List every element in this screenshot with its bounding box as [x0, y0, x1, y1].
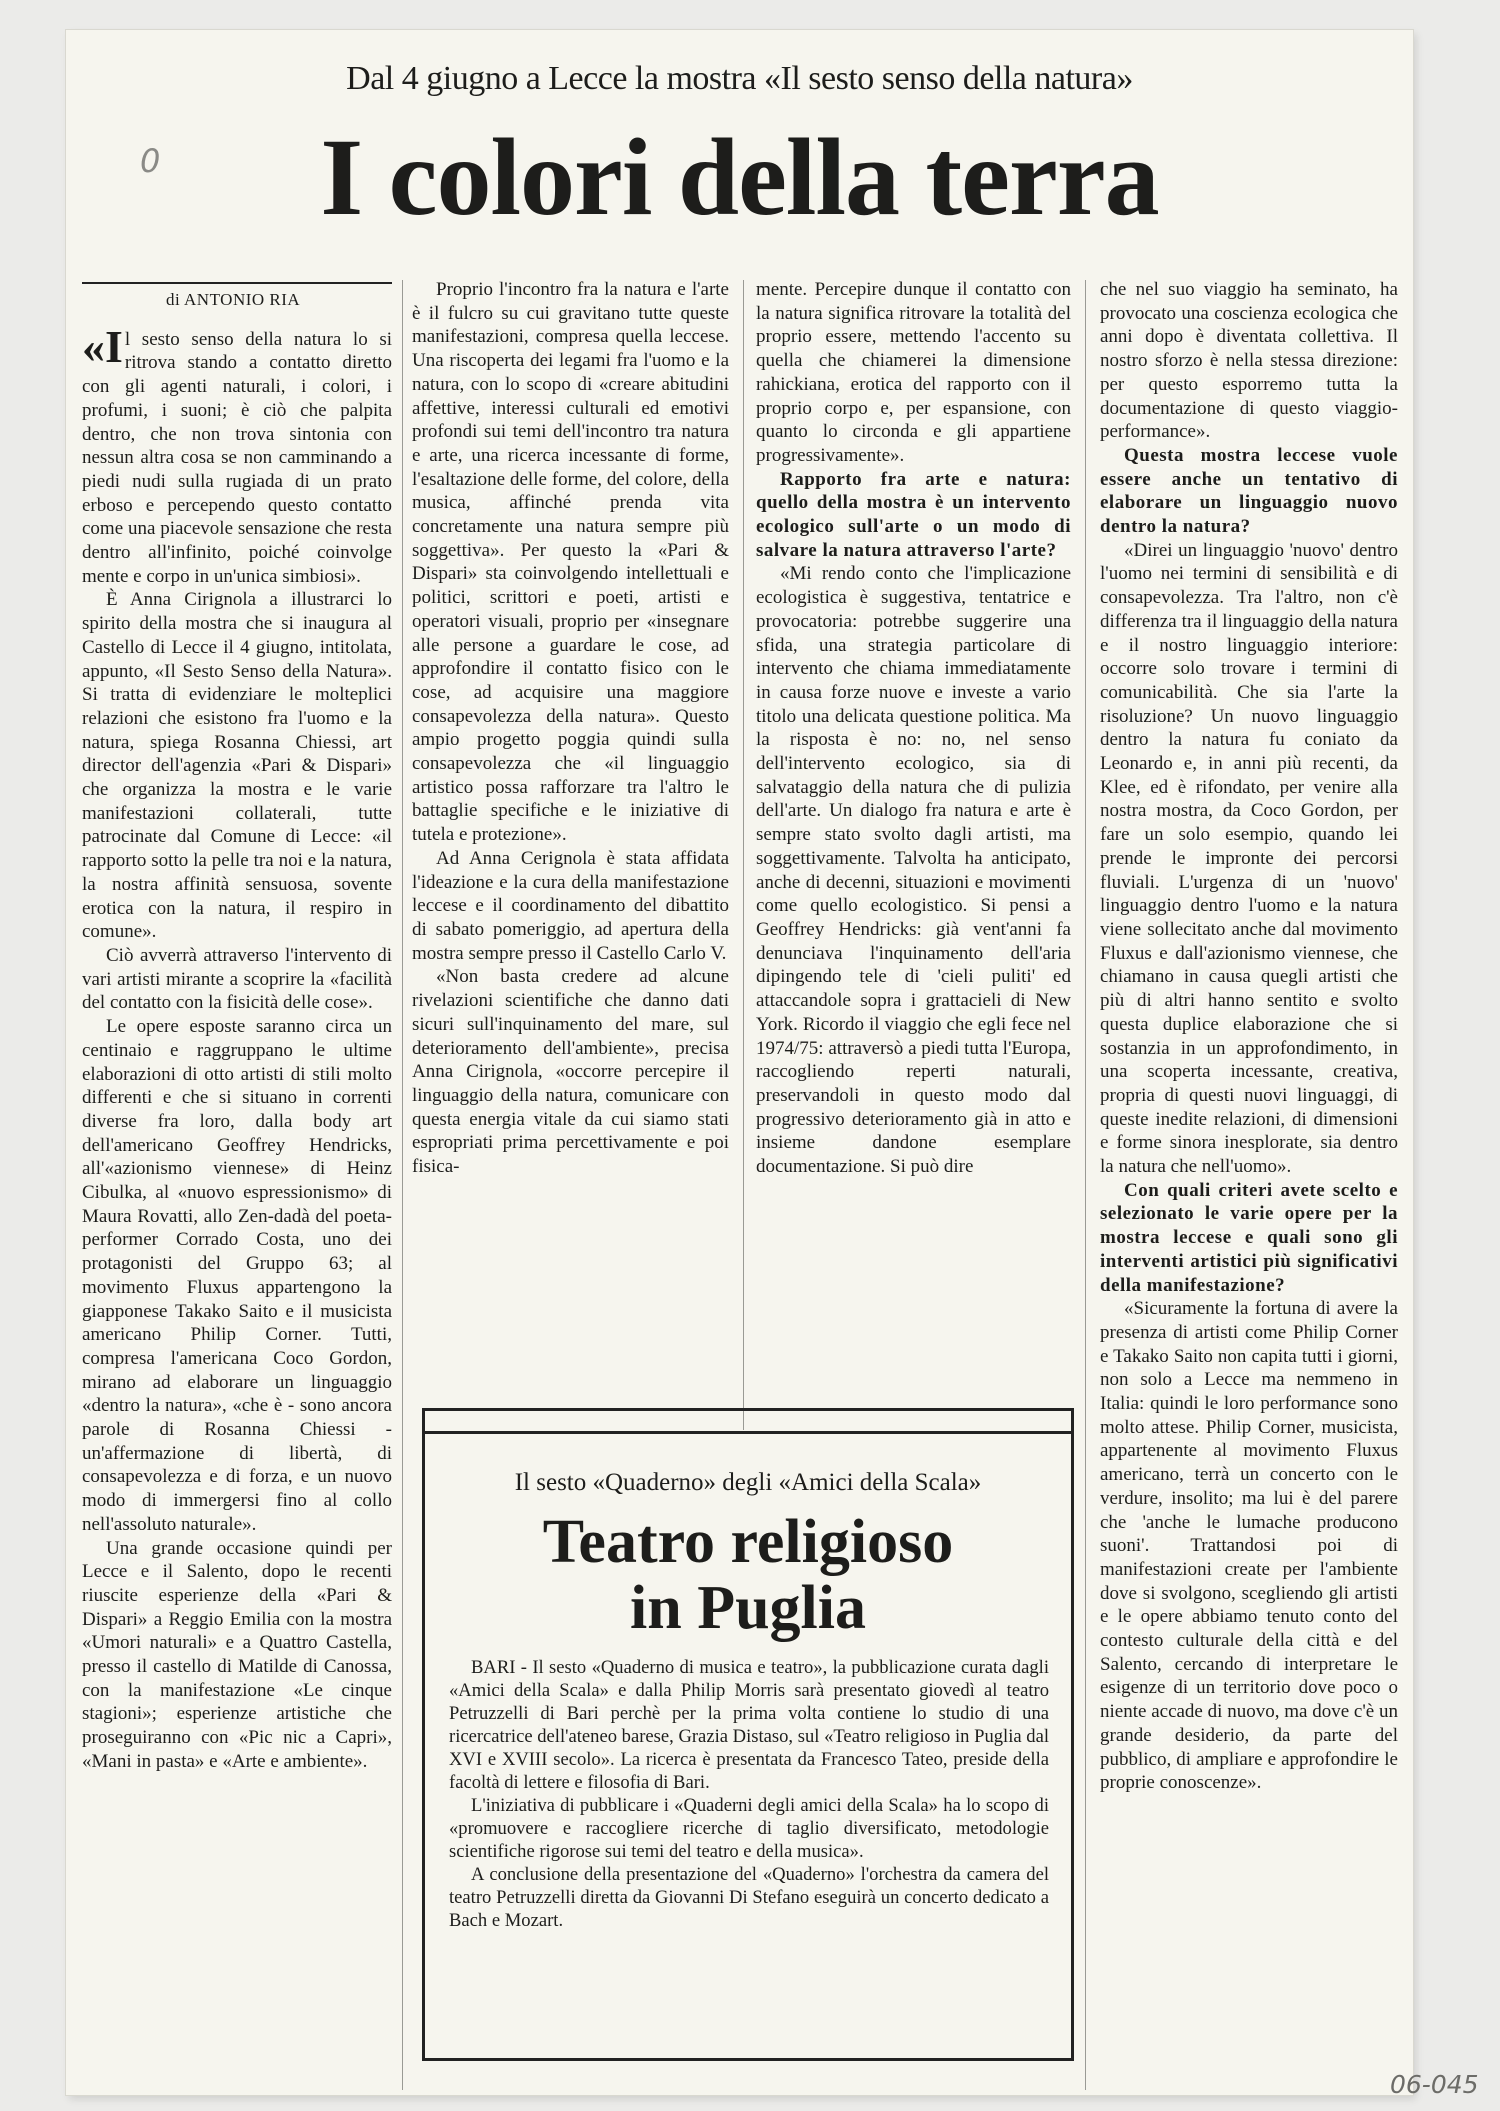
paragraph: «Il sesto senso della natura lo si ritrova stando a contatto diretto con gli agenti naturali, i colori, i profumi, i suoni; è ciò che palpita dentro, che non trova sintonia con nessun altra cosa se non camminando a piedi nudi sulla rugiada di un prato erboso e percependo questo contatto come una piacevole sensazione che resta dentro all'infinito, poiché coinvolge mente e corpo in un'unica simbiosi». [82, 320, 392, 587]
sidebar-title-line-1: Teatro religioso [542, 1508, 954, 1576]
article-headline: I colori della terra [320, 116, 1159, 238]
sidebar-title-line-2: in Puglia [629, 1574, 866, 1642]
article-column-2 [412, 278, 729, 1179]
paragraph: mente. Percepire dunque il contatto con la natura significa ritrovare la totalità del proprio essere, mettendo l'accento su quella che chiamerei la dimensione rahickiana, erotica del rapporto con il proprio corpo e, per espansione, con quanto lo circonda e gli appartiene progressivamente». [756, 279, 1071, 466]
sidebar-body [449, 1656, 1049, 1932]
article-column-4 [1100, 278, 1398, 1795]
pencil-mark: 0 [140, 142, 161, 180]
paragraph: Ad Anna Cerignola è stata affidata l'ideazione e la cura della manifestazione leccese e il coordinamento del dibattito di sabato pomeriggio, ad apertura della mostra sempre presso il Castello Carlo V. [412, 847, 729, 964]
paragraph: È Anna Cirignola a illustrarci lo spirito della mostra che si inaugura al Castello di Lecce il 4 giugno, intitolata, appunto, «Il Sesto Senso della Natura». Si tratta di evidenziare le molteplici relazioni che esistono fra l'uomo e la natura, spiega Rosanna Chiessi, art director dell'agenzia «Pari & Dispari» che organizza la mostra e le varie manifestazioni collaterali, tutte patrocinate dal Comune di Lecce: «il rapporto sotto la pelle tra noi e la natura, la nostra affinità sensuosa, sovente erotica con la natura, il respiro in comune». [82, 589, 392, 943]
sidebar-kicker: Il sesto «Quaderno» degli «Amici della Scala» [514, 1469, 982, 1496]
paragraph: BARI - Il sesto «Quaderno di musica e teatro», la pubblicazione curata dagli «Amici della Scala» e dalla Philip Morris sarà presentato giovedì al teatro Petruzzelli di Bari perchè per la prima volta contiene lo studio di una ricercatrice dell'ateneo barese, Grazia Distaso, sul «Teatro religioso in Puglia dal XVI e XVIII secolo». La ricerca è presentata da Francesco Tateo, preside della facoltà di lettere e filosofia di Bari. [449, 1657, 1049, 1793]
article-column-1 [82, 288, 392, 1774]
interview-question: Rapporto fra arte e natura: quello della mostra è un intervento ecologico sull'arte o un modo di salvare la natura attraverso l'arte? [756, 468, 1071, 561]
paragraph: Proprio l'incontro fra la natura e l'arte è il fulcro su cui gravitano tutte queste manifestazioni, compresa quella leccese. Una riscoperta dei legami fra l'uomo e la natura, con lo scopo di «creare abitudini affettive, interessi culturali ed emotivi profondi sui temi dell'incontro tra natura e arte, una ricerca incessante di forme, l'esaltazione delle forme, del colore, della musica, affinché prenda vita concretamente una natura sempre più soggettiva». Per questo la «Pari & Dispari» sta coinvolgendo intellettuali e politici, scrittori e poeti, artisti e operatori visuali, proprio per «insegnare alle persone a guardare le cose, ad approfondire il contatto fisico con le cose, ad acquisire una maggiore consapevolezza della natura». Questo ampio progetto poggia quindi sulla consapevolezza che «il linguaggio artistico possa rafforzare tra l'altro le battaglie specifiche e le iniziative di tutela e protezione». [412, 279, 729, 846]
archive-reference: 06-045 [1390, 2070, 1479, 2099]
paragraph: «Direi un linguaggio 'nuovo' dentro l'uomo nei termini di sensibilità e di consapevolezza. Tra l'altro, non c'è differenza tra il linguaggio della natura e il nostro linguaggio interiore: occorre solo trovare i termini di comunicabilità. Che sia l'arte la risoluzione? Un nuovo linguaggio dentro la natura fu coniato da Leonardo e, in anni più recenti, da Klee, ed è rifondato, per venire alla nostra mostra, da Coco Gordon, per fare un solo esempio, quando lei prende le impronte dei percorsi fluviali. L'urgenza di un 'nuovo' linguaggio dentro l'uomo e la natura viene sollecitato anche dal movimento Fluxus e dall'azionismo viennese, che chiamano in causa quegli artisti che più di altri hanno sentito e svolto questa duplice elaborazione che si sostanzia in un approfondimento, in una scoperta incessante, creativa, propria di questi nuovi linguaggi, di queste inedite relazioni, di dimensioni e forme sinora inesplorate, sia dentro la natura che nell'uomo». [1100, 539, 1398, 1178]
paragraph: «Mi rendo conto che l'implicazione ecologistica è suggestiva, tentatrice e provocatoria: potrebbe suggerire una sfida, una strategia particolare di intervento che chiama immediatamente in causa forze nuove e investe a vario titolo una delicata questione politica. Ma la risposta è no: no, nel senso dell'intervento ecologico, sia di salvataggio della natura che di pulizia dell'arte. Un dialogo fra natura e arte è sempre stato svolto dagli artisti, ma soggettivamente. Talvolta ha anticipato, anche di decenni, situazioni e movimenti come quello ecologistico. Si pensi a Geoffrey Hendricks: già vent'anni fa denunciava l'inquinamento dell'aria dipingendo tele di 'cieli puliti' ed attaccandole sopra i grattacieli di New York. Ricordo il viaggio che egli fece nel 1974/75: attraversò a piedi tutta l'Europa, raccogliendo reperti naturali, preservandoli in questo modo dal progressivo deterioramento già in atto e insieme dandone esemplare documentazione. Si può dire [756, 563, 1071, 1178]
sidebar-title [425, 1509, 1071, 1641]
article-column-3 [756, 278, 1071, 1179]
paragraph: che nel suo viaggio ha seminato, ha provocato una coscienza ecologica che anni dopo è diventata collettiva. Il nostro sforzo è nella stessa direzione: per questo esporremo tutta la documentazione di questo viaggio-performance». [1100, 279, 1398, 443]
paragraph: L'iniziativa di pubblicare i «Quaderni degli amici della Scala» ha lo scopo di «promuovere e raccogliere ricerche di taglio diversificato, metodologie scientifiche rigorose sui temi del teatro e della musica». [449, 1795, 1049, 1862]
paragraph: «Sicuramente la fortuna di avere la presenza di artisti come Philip Corner e Takako Saito non capita tutti i giorni, non solo a Lecce ma nemmeno in Italia: quindi le loro performance sono molto attese. Philip Corner, musicista, appartenente al movimento Fluxus americano, terrà un concerto con le verdure, insolito; ma lui è del parere che 'anche le lumache producono suoni'. Trattandosi poi di manifestazioni create per l'ambiente dove si svolgono, scegliendo gli artisti e le opere abbiamo tenuto conto del contesto culturale della città e del Salento, cercando di interpretare le esigenze di un territorio dove poco o niente accade di nuovo, ma dove c'è un grande desiderio, da parte del pubblico, di ampliare e approfondire le proprie conoscenze». [1100, 1298, 1398, 1794]
drop-cap: «I [82, 320, 123, 372]
column-divider [1085, 280, 1086, 2090]
sidebar-box [422, 1408, 1074, 2061]
column-divider [402, 280, 403, 2090]
paragraph: Una grande occasione quindi per Lecce e il Salento, dopo le recenti riuscite esperienze della «Pari & Dispari» a Reggio Emilia con la mostra «Umori naturali» e a Quattro Castella, presso il castello di Matilde di Canossa, con la manifestazione «Le cinque stagioni»; esperienze artistiche che proseguiranno con «Pic nic a Capri», «Mani in pasta» e «Arte e ambiente». [82, 1537, 392, 1772]
interview-question: Questa mostra leccese vuole essere anche un tentativo di elaborare un linguaggio nuovo dentro la natura? [1100, 444, 1398, 538]
paragraph: A conclusione della presentazione del «Quaderno» l'orchestra da camera del teatro Petruzzelli diretta da Giovanni Di Stefano eseguirà un concerto dedicato a Bach e Mozart. [449, 1864, 1049, 1931]
paragraph: Ciò avverrà attraverso l'intervento di vari artisti mirante a scoprire la «facilità del contatto con la fisicità delle cose». [82, 944, 392, 1014]
box-rule [425, 1431, 1071, 1434]
byline: di ANTONIO RIA [166, 290, 301, 309]
paragraph: Le opere esposte saranno circa un centinaio e raggruppano le ultime elaborazioni di otto artisti di stili molto differenti e che si situano in correnti diverse fra loro, dalla body art dell'americano Geoffrey Hendricks, all'«azionismo viennese» di Heinz Cibulka, al «nuovo espressionismo» di Maura Rovatti, allo Zen-dadà del poeta-performer Corrado Costa, uno dei protagonisti del Gruppo 63; al movimento Fluxus appartengono la giapponese Takako Saito e il musicista americano Philip Corner. Tutti, compresa l'americana Coco Gordon, mirano ad elaborare un linguaggio «dentro la natura», «che è - sono ancora parole di Rosanna Chiessi - un'affermazione di libertà, di consapevolezza e di forza, e un nuovo modo di immergersi fino al collo nell'assoluto naturale». [82, 1016, 392, 1535]
column-rule [82, 282, 392, 284]
article-kicker: Dal 4 giugno a Lecce la mostra «Il sesto senso della natura» [346, 60, 1133, 97]
column-divider [743, 280, 744, 1430]
paragraph: «Non basta credere ad alcune rivelazioni scientifiche che danno dati sicuri sull'inquinamento del mare, sul deterioramento dell'ambiente», precisa Anna Cirignola, «occorre percepire il linguaggio della natura, comunicare con questa energia vitale da cui siamo stati espropriati prima percettivamente e poi fisica- [412, 966, 729, 1178]
interview-question: Con quali criteri avete scelto e selezionato le varie opere per la mostra leccese e quali sono gli interventi artistici più significativi della manifestazione? [1100, 1179, 1398, 1296]
